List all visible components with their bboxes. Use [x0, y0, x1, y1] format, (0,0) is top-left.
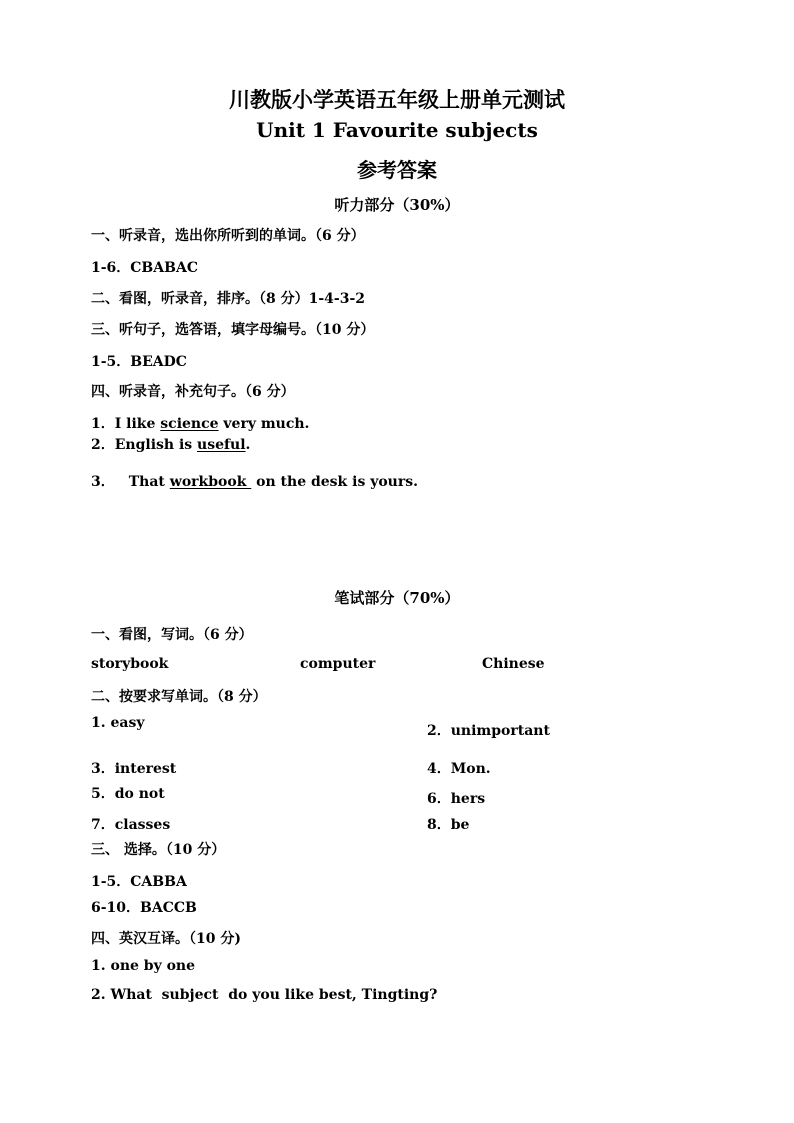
writing-q2-item-8: 8．be — [427, 817, 470, 833]
sentence-text: English is — [114, 437, 198, 453]
title-chinese: 川教版小学英语五年级上册单元测试 — [229, 87, 565, 112]
listening-q4-sentence-2 — [91, 434, 250, 454]
subtitle-answer-key: 参考答案 — [357, 158, 437, 182]
title-english: Unit 1 Favourite subjects — [256, 118, 538, 142]
listening-q3-answer: 1-5．BEADC — [91, 354, 187, 370]
listening-q3-label: 三、听句子，选答语，填字母编号。（10 分） — [91, 322, 375, 338]
sentence-text: . — [245, 437, 251, 453]
sentence-text: very much. — [218, 416, 310, 432]
writing-q2-item-2: 2．unimportant — [427, 723, 550, 739]
writing-q2-item-1: 1. easy — [91, 715, 145, 731]
sentence-number: 3． — [91, 474, 115, 490]
writing-q2-item-6: 6．hers — [427, 791, 486, 807]
listening-heading: 听力部分（30%） — [334, 196, 460, 214]
writing-q2-item-5: 5．do not — [91, 786, 165, 802]
listening-q2-label: 二、看图，听录音，排序。（8 分）1-4-3-2 — [91, 291, 366, 307]
listening-q1-label: 一、听录音，选出你所听到的单词。（6 分） — [91, 228, 365, 244]
sentence-text: That — [128, 474, 170, 490]
answer-blank: useful — [197, 437, 246, 453]
writing-q4-answer-1: 1. one by one — [91, 958, 196, 974]
answer-blank: science — [160, 416, 219, 432]
answer-blank: workbook — [169, 474, 252, 490]
writing-q4-label: 四、英汉互译。（10 分) — [91, 931, 241, 947]
writing-q3-label: 三、 选择。（10 分） — [91, 842, 226, 858]
writing-q3-answer-2: 6-10．BACCB — [91, 900, 197, 916]
writing-q2-label: 二、按要求写单词。（8 分） — [91, 689, 267, 705]
writing-q3-answer-1: 1-5．CABBA — [91, 874, 187, 890]
writing-q1-word-2: computer — [300, 656, 376, 672]
writing-q4-answer-2: 2. What subject do you like best, Tingting? — [91, 987, 438, 1003]
sentence-text: on the desk is yours. — [251, 474, 418, 490]
writing-q2-item-4: 4．Mon. — [427, 761, 491, 777]
writing-q1-word-3: Chinese — [482, 656, 545, 672]
listening-q1-answer: 1-6．CBABAC — [91, 260, 198, 276]
writing-q1-word-1: storybook — [91, 656, 169, 672]
listening-q4-label: 四、听录音，补充句子。（6 分） — [91, 384, 295, 400]
writing-q2-item-7: 7．classes — [91, 817, 171, 833]
sentence-text: I like — [114, 416, 161, 432]
listening-q4-sentence-1 — [91, 413, 309, 433]
writing-q2-item-3: 3．interest — [91, 761, 177, 777]
writing-heading: 笔试部分（70%） — [334, 589, 460, 607]
listening-q4-sentence-3 — [91, 471, 418, 491]
sentence-number: 1． — [91, 416, 115, 432]
writing-q1-label: 一、看图，写词。（6 分） — [91, 627, 253, 643]
sentence-number: 2． — [91, 437, 115, 453]
